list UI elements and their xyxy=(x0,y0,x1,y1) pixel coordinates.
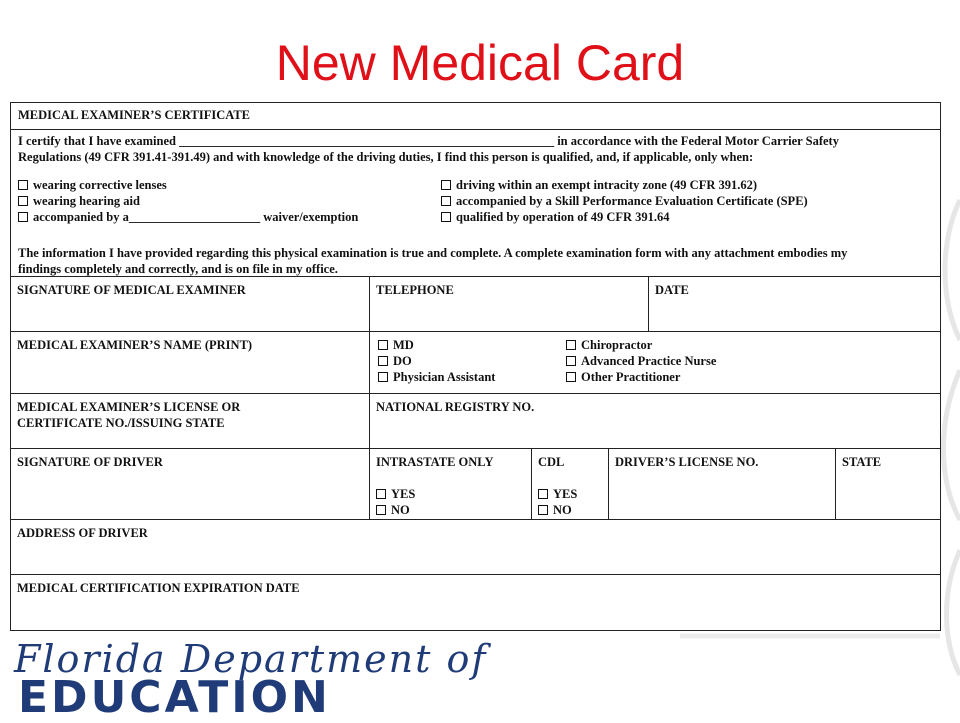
conditions-right-list xyxy=(441,177,808,225)
watermark-bottom-decoration xyxy=(680,630,940,644)
examiner-license-field[interactable]: MEDICAL EXAMINER’S LICENSE OR CERTIFICATE NO./ISSUING STATE xyxy=(17,400,241,430)
logo-main-text: EDUCATION xyxy=(18,672,331,723)
logo-script-text: Florida Department of xyxy=(14,637,488,681)
driver-address-field[interactable]: ADDRESS OF DRIVER xyxy=(17,526,148,540)
certify-text-line1: I certify that I have examined ____________________________________________________________ in accordance with the Federal Motor Carrier Safety xyxy=(18,134,839,148)
condition-checkbox-cfr-391-64[interactable]: qualified by operation of 49 CFR 391.64 xyxy=(441,209,808,225)
cdl-yes-checkbox[interactable]: YES xyxy=(538,486,602,502)
type-checkbox-md[interactable]: MD xyxy=(378,337,495,353)
condition-checkbox-intracity-zone[interactable]: driving within an exempt intracity zone (49 CFR 391.62) xyxy=(441,177,808,193)
driver-signature-field[interactable]: SIGNATURE OF DRIVER xyxy=(17,455,163,469)
checkbox-icon[interactable] xyxy=(378,372,388,382)
driver-row xyxy=(11,449,940,520)
checkbox-icon[interactable] xyxy=(378,340,388,350)
checkbox-icon[interactable] xyxy=(18,212,28,222)
condition-checkbox-hearing-aid[interactable]: wearing hearing aid xyxy=(18,193,358,209)
intrastate-yes-checkbox[interactable]: YES xyxy=(376,486,525,502)
checkbox-icon[interactable] xyxy=(566,372,576,382)
type-checkbox-advanced-practice-nurse[interactable]: Advanced Practice Nurse xyxy=(566,353,716,369)
practitioner-type-field xyxy=(369,332,940,393)
checkbox-icon[interactable] xyxy=(441,212,451,222)
expiration-date-row xyxy=(11,575,940,630)
examiner-name-row xyxy=(11,332,940,394)
intrastate-no-checkbox[interactable]: NO xyxy=(376,502,525,518)
cdl-field: CDL YES NO xyxy=(531,449,608,519)
florida-department-of-education-logo xyxy=(12,637,488,723)
checkbox-icon[interactable] xyxy=(376,489,386,499)
type-checkbox-chiropractor[interactable]: Chiropractor xyxy=(566,337,716,353)
examiner-signature-field[interactable]: SIGNATURE OF MEDICAL EXAMINER xyxy=(17,283,246,297)
medical-examiner-certificate-form xyxy=(10,102,941,631)
examiner-name-field[interactable]: MEDICAL EXAMINER’S NAME (PRINT) xyxy=(17,338,253,352)
cdl-no-checkbox[interactable]: NO xyxy=(538,502,602,518)
certify-text-line2: Regulations (49 CFR 391.41-391.49) and with knowledge of the driving duties, I find this person is qualified, and, if applicable, only when: xyxy=(18,150,754,164)
driver-address-row xyxy=(11,520,940,575)
checkbox-icon[interactable] xyxy=(441,180,451,190)
checkbox-icon[interactable] xyxy=(538,489,548,499)
attest-text-line1: The information I have provided regarding this physical examination is true and complete. A complete examination form with any attachment embodies my xyxy=(18,246,848,260)
checkbox-icon[interactable] xyxy=(566,340,576,350)
conditions-left-list xyxy=(18,177,358,225)
checkbox-icon[interactable] xyxy=(18,196,28,206)
intrastate-only-field: INTRASTATE ONLY YES NO xyxy=(369,449,531,519)
certificate-header: MEDICAL EXAMINER’S CERTIFICATE xyxy=(18,108,250,122)
national-registry-field[interactable]: NATIONAL REGISTRY NO. xyxy=(369,394,940,448)
date-field[interactable]: DATE xyxy=(648,277,940,331)
condition-checkbox-waiver-exemption[interactable]: accompanied by a_____________________ waiver/exemption xyxy=(18,209,358,225)
checkbox-icon[interactable] xyxy=(538,505,548,515)
condition-checkbox-spe-certificate[interactable]: accompanied by a Skill Performance Evaluation Certificate (SPE) xyxy=(441,193,808,209)
examiner-license-row xyxy=(11,394,940,449)
slide-title: New Medical Card xyxy=(275,35,685,91)
expiration-date-field[interactable]: MEDICAL CERTIFICATION EXPIRATION DATE xyxy=(17,581,300,595)
telephone-field[interactable]: TELEPHONE xyxy=(369,277,648,331)
type-checkbox-do[interactable]: DO xyxy=(378,353,495,369)
drivers-license-field[interactable]: DRIVER’S LICENSE NO. xyxy=(608,449,835,519)
state-field[interactable]: STATE xyxy=(835,449,940,519)
checkbox-icon[interactable] xyxy=(376,505,386,515)
type-checkbox-other-practitioner[interactable]: Other Practitioner xyxy=(566,369,716,385)
checkbox-icon[interactable] xyxy=(18,180,28,190)
checkbox-icon[interactable] xyxy=(378,356,388,366)
checkbox-icon[interactable] xyxy=(441,196,451,206)
attest-text-line2: findings completely and correctly, and is on file in my office. xyxy=(18,262,338,276)
checkbox-icon[interactable] xyxy=(566,356,576,366)
type-checkbox-physician-assistant[interactable]: Physician Assistant xyxy=(378,369,495,385)
examiner-signature-row xyxy=(11,277,940,332)
condition-checkbox-corrective-lenses[interactable]: wearing corrective lenses xyxy=(18,177,358,193)
certificate-section xyxy=(11,103,940,277)
